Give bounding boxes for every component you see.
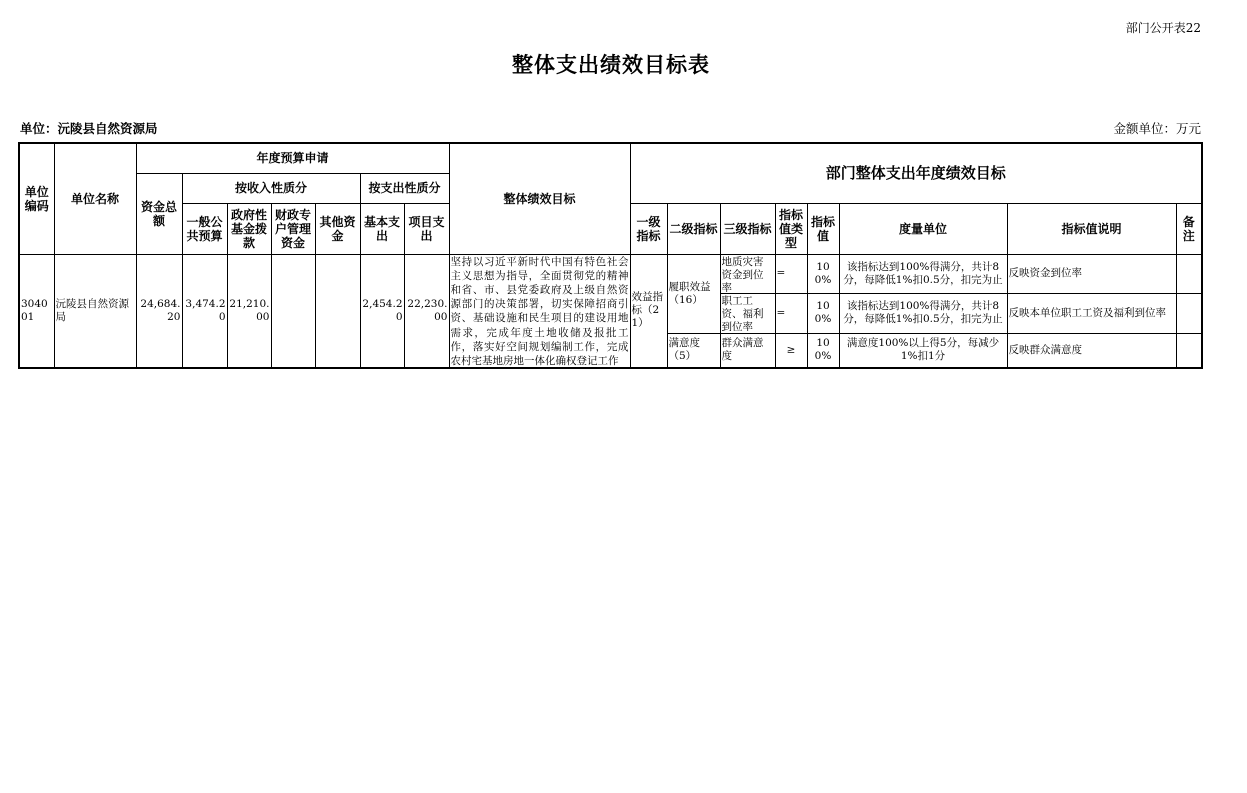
header-value: 指标值 [807,203,839,254]
value-type-cell: = [775,294,807,334]
value-cell: 100% [807,333,839,367]
value-cell: 100% [807,254,839,294]
measure-cell: 该指标达到100%得满分，共计8分，每降低1%扣0.5分，扣完为止 [839,294,1007,334]
header-remark: 备注 [1176,203,1202,254]
gov-fund-cell: 21,210.00 [227,254,271,368]
header-level3: 三级指标 [720,203,775,254]
header-level1: 一级指标 [630,203,667,254]
header-by-expense: 按支出性质分 [360,173,449,203]
header-special-account: 财政专户管理资金 [271,203,315,254]
overall-goal-text: 坚持以习近平新时代中国有特色社会主义思想为指导，全面贯彻党的精神和省、市、县党委政府及上级自然资源部门的决策部署，切实保障招商引资、基础设施和民生项目的建设用地需求，完成年度土地收储及报批工作，落实好空间规划编制工作，完成农村宅基地房地一体化确权登记工作 [450,255,629,367]
header-other-funds: 其他资金 [315,203,360,254]
value-cell: 100% [807,294,839,334]
page-title: 整体支出绩效目标表 [512,53,710,77]
header-value-type: 指标值类型 [775,203,807,254]
header-desc: 指标值说明 [1007,203,1176,254]
header-dept-goal: 部门整体支出年度绩效目标 [630,143,1202,203]
header-gov-fund: 政府性基金拨款 [227,203,271,254]
unit-label: 单位：沅陵县自然资源局 [20,121,158,136]
table-row [19,254,1202,294]
measure-cell: 满意度100%以上得5分，每减少1%扣1分 [839,333,1007,367]
level3-cell: 地质灾害资金到位率 [720,254,775,294]
header-total-funds: 资金总额 [136,173,182,254]
header-annual-budget: 年度预算申请 [136,143,449,173]
basic-expense-cell: 2,454.20 [360,254,404,368]
value-type-cell: ≥ [775,333,807,367]
level3-cell: 群众满意度 [720,333,775,367]
header-project-expense: 项目支出 [404,203,449,254]
table-code: 部门公开表22 [1125,21,1201,35]
unit-code-cell: 304001 [19,254,54,368]
project-expense-cell: 22,230.00 [404,254,449,368]
desc-cell: 反映资金到位率 [1007,254,1176,294]
total-funds-cell: 24,684.20 [136,254,182,368]
header-unit-code: 单位编码 [19,143,54,254]
header-general-budget: 一般公共预算 [182,203,227,254]
remark-cell [1176,333,1202,367]
special-account-cell [271,254,315,368]
remark-cell [1176,254,1202,294]
level2-cell: 履职效益（16） [667,254,720,333]
money-unit-label: 金额单位：万元 [1113,121,1201,136]
value-type-cell: = [775,254,807,294]
header-basic-expense: 基本支出 [360,203,404,254]
other-funds-cell [315,254,360,368]
level1-cell: 效益指标（21） [630,254,667,368]
unit-name-cell: 沅陵县自然资源局 [54,254,136,368]
header-by-income: 按收入性质分 [182,173,360,203]
header-unit-name: 单位名称 [54,143,136,254]
remark-cell [1176,294,1202,334]
general-budget-cell: 3,474.20 [182,254,227,368]
header-overall-goal: 整体绩效目标 [449,143,630,254]
performance-table [18,142,1203,369]
level2-cell: 满意度（5） [667,333,720,367]
desc-cell: 反映本单位职工工资及福利到位率 [1007,294,1176,334]
overall-goal-cell [449,254,630,368]
header-level2: 二级指标 [667,203,720,254]
measure-cell: 该指标达到100%得满分，共计8分，每降低1%扣0.5分，扣完为止 [839,254,1007,294]
level3-cell: 职工工资、福利到位率 [720,294,775,334]
desc-cell: 反映群众满意度 [1007,333,1176,367]
header-measure: 度量单位 [839,203,1007,254]
